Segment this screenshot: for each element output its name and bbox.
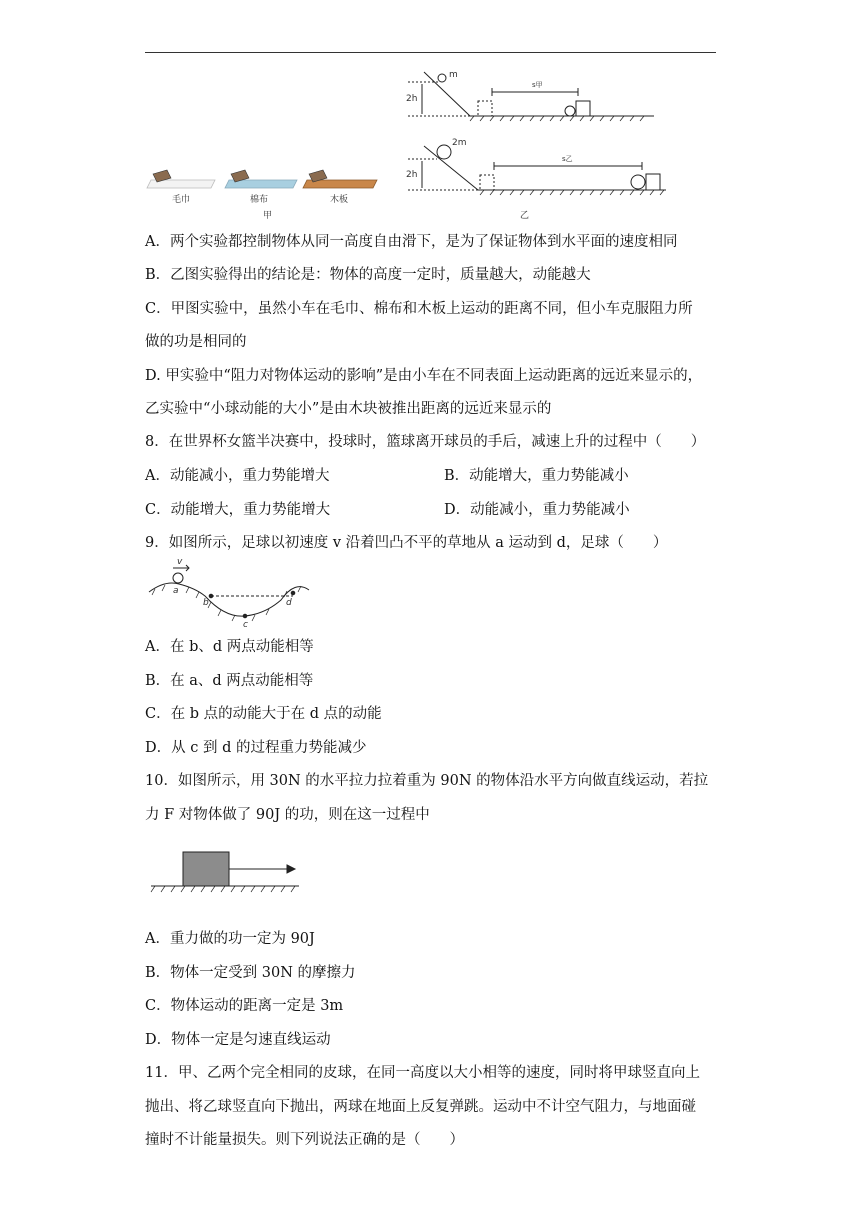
label-mass-m: m [449,70,458,80]
q8-stem: 8．在世界杯女篮半决赛中，投球时，篮球离开球员的手后，减速上升的过程中（ ） [145,434,706,450]
label-height-top: 2h [406,94,418,104]
label-distance-bottom: s乙 [562,155,573,163]
q9-figure [145,557,315,632]
q7-option-d-line1: D. 甲实验中“阻力对物体运动的影响”是由小车在不同表面上运动距离的远近来显示的， [145,368,703,384]
q10-option-a: A．重力做的功一定为 90J [145,931,315,947]
q8-option-c: C．动能增大，重力势能增大 [145,502,331,518]
q10-stem-line1: 10．如图所示，用 30N 的水平拉力拉着重为 90N 的物体沿水平方向做直线运动，若拉 [145,773,709,789]
q7-option-c-line1: C．甲图实验中，虽然小车在毛巾、棉布和木板上运动的距离不同，但小车克服阻力所 [145,301,693,317]
q7-option-b: B．乙图实验得出的结论是：物体的高度一定时，质量越大，动能越大 [145,267,591,283]
q11-stem-line2: 抛出、将乙球竖直向下抛出，两球在地面上反复弹跳。运动中不计空气阻力，与地面碰 [145,1099,696,1115]
q10-figure [145,842,305,898]
header-rule [145,52,716,53]
ramp-illustration [404,68,684,220]
q8-option-d: D．动能减小，重力势能减小 [444,502,630,518]
figure-jia [145,160,385,220]
q10-option-b: B．物体一定受到 30N 的摩擦力 [145,965,356,981]
q10-option-c: C．物体运动的距离一定是 3m [145,998,344,1014]
block-pull-illustration [145,842,305,898]
label-distance-top: s甲 [532,81,543,89]
q9-label-a: a [173,586,179,596]
label-board: 木板 [330,195,349,205]
q7-option-d-line2: 乙实验中“小球动能的大小”是由木块被推出距离的远近来显示的 [145,401,552,417]
q9-option-b: B．在 a、d 两点动能相等 [145,673,314,689]
q8-option-a: A．动能减小，重力势能增大 [145,468,330,484]
q9-option-a: A．在 b、d 两点动能相等 [145,639,314,655]
q9-label-d: d [286,598,292,608]
q10-stem-line2: 力 F 对物体做了 90J 的功，则在这一过程中 [145,807,430,823]
label-mass-2m: 2m [452,138,467,148]
q9-label-c: c [243,620,248,630]
caption-jia: 甲 [263,211,273,221]
figure-yi [404,68,684,220]
q11-stem-line3: 撞时不计能量损失。则下列说法正确的是（ ） [145,1132,464,1148]
label-height-bottom: 2h [406,170,418,180]
label-towel: 毛巾 [172,195,191,205]
q9-stem: 9．如图所示，足球以初速度 v 沿着凹凸不平的草地从 a 运动到 d，足球（ ） [145,535,668,551]
label-cotton: 棉布 [250,195,269,205]
q9-label-v: v [177,557,183,567]
q9-option-c: C．在 b 点的动能大于在 d 点的动能 [145,706,382,722]
q11-stem-line1: 11．甲、乙两个完全相同的皮球，在同一高度以大小相等的速度，同时将甲球竖直向上 [145,1065,700,1081]
terrain-illustration [145,560,315,632]
q10-option-d: D．物体一定是匀速直线运动 [145,1032,331,1048]
caption-yi: 乙 [520,211,530,221]
q9-option-d: D．从 c 到 d 的过程重力势能减少 [145,740,367,756]
q7-option-a: A．两个实验都控制物体从同一高度自由滑下，是为了保证物体到水平面的速度相同 [145,234,678,250]
q9-label-b: b [203,598,209,608]
q7-option-c-line2: 做的功是相同的 [145,334,247,350]
q8-option-b: B．动能增大，重力势能减小 [444,468,629,484]
